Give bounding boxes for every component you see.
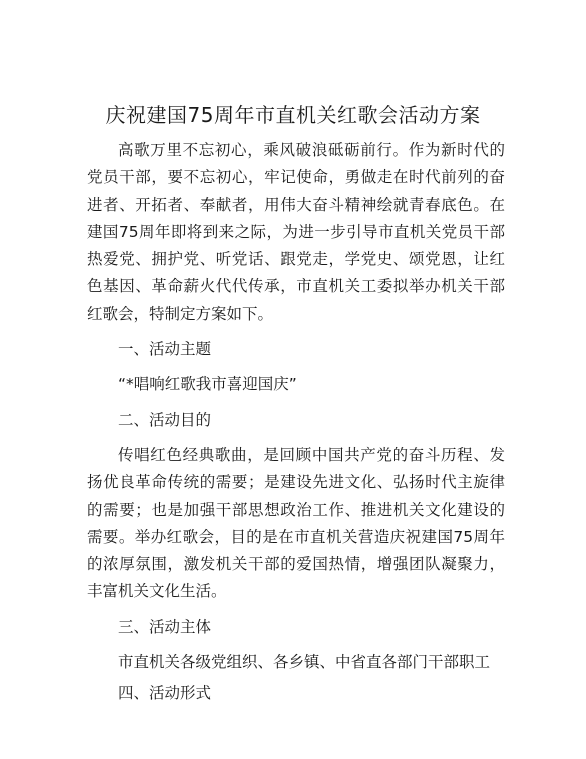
section-heading-theme: 一、活动主题 xyxy=(118,340,212,359)
section-body-participants: 市直机关各级党组织、各乡镇、中省直各部门干部职工 xyxy=(118,653,491,672)
section-body-theme: “*唱响红歌我市喜迎国庆” xyxy=(118,375,297,394)
intro-paragraph: 高歌万里不忘初心，乘风破浪砥砺前行。作为新时代的党员干部，要不忘初心，牢记使命，勇做走在时代前列的奋进者、开拓者、奉献者，用伟大奋斗精神绘就青春底色。在建国75周年即将到来之际，为进一步引导市直机关党员干部热爱党、拥护党、听党话、跟党走，学党史、颂党恩，让红色基因、革命薪火代代传承，市直机关工委拟举办机关干部红歌会，特制定方案如下。 xyxy=(87,141,505,323)
section-heading-format: 四、活动形式 xyxy=(118,684,212,703)
document-title: 庆祝建国75周年市直机关红歌会活动方案 xyxy=(105,103,481,127)
document-body xyxy=(87,137,505,716)
section-heading-purpose: 二、活动目的 xyxy=(118,410,212,429)
section-heading-participants: 三、活动主体 xyxy=(118,617,212,636)
section-body-purpose: 传唱红色经典歌曲，是回顾中国共产党的奋斗历程、发扬优良革命传统的需要；是建设先进文化、弘扬时代主旋律的需要；也是加强干部思想政治工作、推进机关文化建设的需要。举办红歌会，目的是在市直机关营造庆祝建国75周年的浓厚氛围，激发机关干部的爱国热情，增强团队凝聚力，丰富机关文化生活。 xyxy=(87,445,505,601)
